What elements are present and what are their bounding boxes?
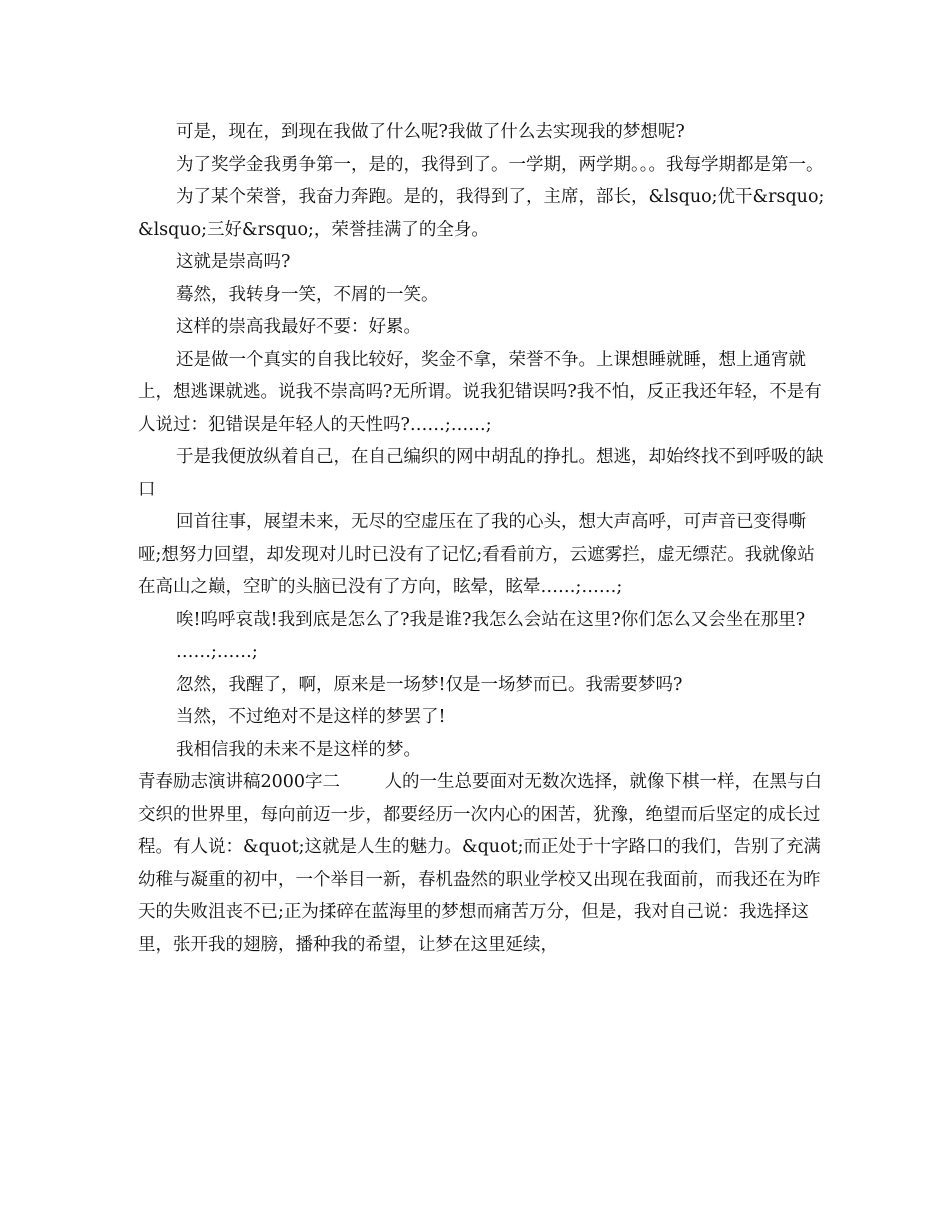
paragraph: 为了某个荣誉，我奋力奔跑。是的，我得到了，主席，部长，&lsquo;优干&rsquo;&lsquo;三好&rsquo;，荣誉挂满了的全身。: [138, 187, 825, 240]
paragraph: 这样的崇高我最好不要：好累。: [176, 317, 421, 337]
paragraph: 还是做一个真实的自我比较好，奖金不拿，荣誉不争。上课想睡就睡，想上通宵就上，想逃课就逃。说我不崇高吗?无所谓。说我犯错误吗?我不怕，反正我还年轻，不是有人说过：犯错误是年轻人的天性吗?……;……;: [138, 349, 822, 435]
paragraph: 于是我便放纵着自己，在自己编织的网中胡乱的挣扎。想逃，却始终找不到呼吸的缺口: [138, 447, 824, 500]
paragraph: 这就是崇高吗?: [176, 252, 291, 272]
section-body: 人的一生总要面对无数次选择，就像下棋一样，在黑与白交织的世界里，每向前迈一步，都要经历一次内心的困苦，犹豫，绝望而后坚定的成长过程。有人说：&quot;这就是人生的魅力。&quot;而正处于十字路口的我们，告别了充满幼稚与凝重的初中，一个举目一新，春机盎然的职业学校又出现在我面前，而我还在为昨天的失败沮丧不已;正为揉碎在蓝海里的梦想而痛苦万分，但是，我对自己说：我选择这里，张开我的翅膀，播种我的希望，让梦在这里延续，: [138, 772, 823, 955]
paragraph: 当然，不过绝对不是这样的梦罢了!: [176, 707, 446, 727]
section-gap: [340, 772, 385, 792]
section-title: 青春励志演讲稿2000字二: [138, 772, 341, 792]
paragraph: 为了奖学金我勇争第一，是的，我得到了。一学期，两学期。。。我每学期都是第一。: [176, 154, 824, 175]
paragraph: 蓦然，我转身一笑，不屑的一笑。: [176, 284, 439, 305]
paragraph: 我相信我的未来不是这样的梦。: [176, 739, 421, 760]
document-page: [138, 116, 828, 961]
paragraph: 唉!呜呼哀哉!我到底是怎么了?我是谁?我怎么会站在这里?你们怎么又会坐在那里?: [176, 609, 806, 630]
paragraph: 回首往事，展望未来，无尽的空虚压在了我的心头，想大声高呼，可声音已变得嘶哑;想努力回望，却发现对儿时已没有了记忆;看看前方，云遮雾拦，虚无缥茫。我就像站在高山之巅，空旷的头脑已没有了方向，眩晕，眩晕……;……;: [138, 512, 815, 597]
paragraph: 忽然，我醒了，啊，原来是一场梦!仅是一场梦而已。我需要梦吗?: [176, 674, 683, 695]
paragraph: ……;……;: [176, 642, 258, 662]
paragraph: 可是，现在，到现在我做了什么呢?我做了什么去实现我的梦想呢?: [176, 122, 685, 142]
section-paragraph: [138, 766, 828, 961]
